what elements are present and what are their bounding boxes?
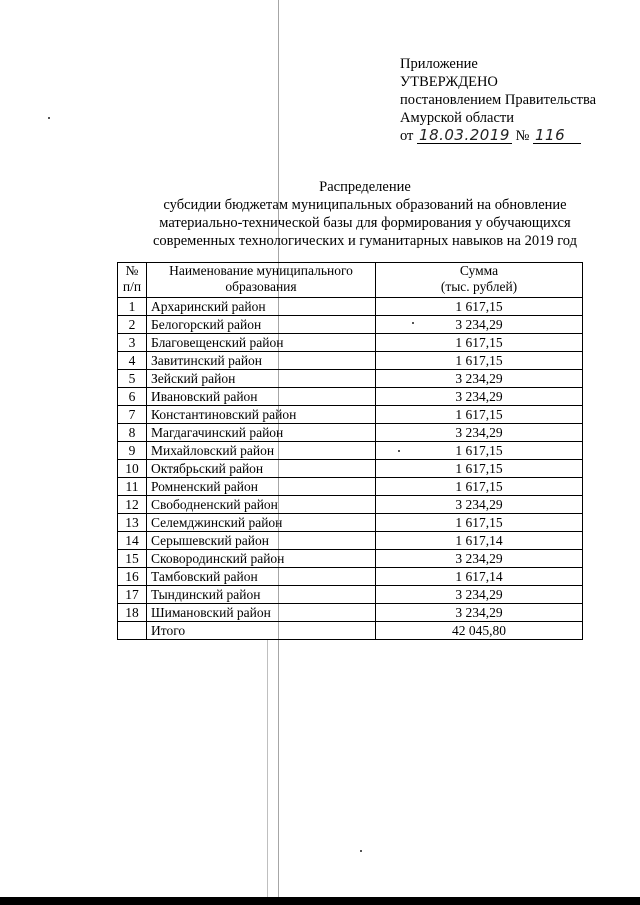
row-num: 10 bbox=[118, 460, 147, 478]
scan-speck bbox=[48, 117, 50, 119]
row-num: 13 bbox=[118, 514, 147, 532]
row-sum: 1 617,15 bbox=[376, 334, 583, 352]
row-sum: 1 617,14 bbox=[376, 532, 583, 550]
table-row bbox=[118, 568, 583, 586]
scan-bottom-edge bbox=[0, 897, 640, 905]
row-sum: 1 617,15 bbox=[376, 442, 583, 460]
row-name: Октябрьский район bbox=[147, 460, 376, 478]
row-name: Благовещенский район bbox=[147, 334, 376, 352]
row-sum: 1 617,15 bbox=[376, 352, 583, 370]
handwritten-date: 18.03.2019 bbox=[419, 126, 510, 144]
row-name: Тамбовский район bbox=[147, 568, 376, 586]
number-sign: № bbox=[515, 128, 530, 144]
row-sum: 1 617,15 bbox=[376, 478, 583, 496]
row-num: 5 bbox=[118, 370, 147, 388]
distribution-table bbox=[117, 262, 583, 640]
row-name: Свободненский район bbox=[147, 496, 376, 514]
table-row bbox=[118, 514, 583, 532]
total-sum: 42 045,80 bbox=[376, 622, 583, 640]
row-num: 8 bbox=[118, 424, 147, 442]
header-sum bbox=[376, 263, 583, 298]
row-num: 9 bbox=[118, 442, 147, 460]
row-name: Магдагачинский район bbox=[147, 424, 376, 442]
row-sum: 3 234,29 bbox=[376, 496, 583, 514]
row-sum: 3 234,29 bbox=[376, 316, 583, 334]
row-num: 6 bbox=[118, 388, 147, 406]
table-row bbox=[118, 388, 583, 406]
from-prefix: от bbox=[400, 128, 414, 144]
row-num: 1 bbox=[118, 298, 147, 316]
row-num: 14 bbox=[118, 532, 147, 550]
scan-artifact-line-lower bbox=[267, 640, 268, 905]
row-num: 16 bbox=[118, 568, 147, 586]
header-num-line2: п/п bbox=[122, 279, 142, 294]
row-name: Завитинский район bbox=[147, 352, 376, 370]
row-num: 18 bbox=[118, 604, 147, 622]
title-line-1: Распределение bbox=[319, 179, 411, 195]
header-name-line1: Наименование муниципального bbox=[169, 263, 353, 278]
table-row bbox=[118, 352, 583, 370]
approval-stamp bbox=[400, 55, 630, 145]
row-sum: 1 617,15 bbox=[376, 460, 583, 478]
row-sum: 3 234,29 bbox=[376, 586, 583, 604]
row-num: 12 bbox=[118, 496, 147, 514]
row-num: 15 bbox=[118, 550, 147, 568]
table-total-row bbox=[118, 622, 583, 640]
row-sum: 3 234,29 bbox=[376, 604, 583, 622]
table-row bbox=[118, 334, 583, 352]
total-num bbox=[118, 622, 147, 640]
row-name: Белогорский район bbox=[147, 316, 376, 334]
row-sum: 1 617,15 bbox=[376, 406, 583, 424]
header-name-line2: образования bbox=[225, 279, 297, 294]
row-name: Сковородинский район bbox=[147, 550, 376, 568]
row-name: Тындинский район bbox=[147, 586, 376, 604]
title-line-4: современных технологических и гуманитарных навыков на 2019 год bbox=[152, 233, 578, 249]
table-row bbox=[118, 406, 583, 424]
table-row bbox=[118, 496, 583, 514]
appendix-label: Приложение bbox=[400, 56, 478, 72]
row-name: Серышевский район bbox=[147, 532, 376, 550]
title-line-3: материально-технической базы для формирования у обучающихся bbox=[159, 215, 571, 231]
total-label: Итого bbox=[147, 622, 376, 640]
table-row bbox=[118, 478, 583, 496]
resolution-label: постановлением Правительства bbox=[400, 92, 597, 108]
row-name: Ивановский район bbox=[147, 388, 376, 406]
table-row bbox=[118, 442, 583, 460]
row-num: 11 bbox=[118, 478, 147, 496]
header-sum-line1: Сумма bbox=[459, 263, 499, 278]
row-num: 4 bbox=[118, 352, 147, 370]
row-sum: 1 617,14 bbox=[376, 568, 583, 586]
row-sum: 3 234,29 bbox=[376, 424, 583, 442]
table-row bbox=[118, 532, 583, 550]
table-row bbox=[118, 604, 583, 622]
row-num: 17 bbox=[118, 586, 147, 604]
table-row bbox=[118, 370, 583, 388]
table-row bbox=[118, 550, 583, 568]
table-row bbox=[118, 316, 583, 334]
row-name: Ромненский район bbox=[147, 478, 376, 496]
table-row bbox=[118, 586, 583, 604]
header-sum-line2: (тыс. рублей) bbox=[440, 279, 518, 294]
row-name: Зейский район bbox=[147, 370, 376, 388]
row-sum: 3 234,29 bbox=[376, 370, 583, 388]
row-sum: 3 234,29 bbox=[376, 388, 583, 406]
region-label: Амурской области bbox=[400, 110, 514, 126]
header-num-line1: № bbox=[125, 263, 139, 278]
table-row bbox=[118, 424, 583, 442]
row-sum: 1 617,15 bbox=[376, 298, 583, 316]
table-row bbox=[118, 460, 583, 478]
row-name: Шимановский район bbox=[147, 604, 376, 622]
document-title bbox=[130, 178, 600, 250]
title-line-2: субсидии бюджетам муниципальных образований на обновление bbox=[163, 197, 567, 213]
row-sum: 1 617,15 bbox=[376, 514, 583, 532]
table-header-row bbox=[118, 263, 583, 298]
row-name: Константиновский район bbox=[147, 406, 376, 424]
scan-speck bbox=[360, 850, 362, 852]
handwritten-number: 116 bbox=[533, 127, 581, 144]
row-name: Архаринский район bbox=[147, 298, 376, 316]
table-row bbox=[118, 298, 583, 316]
header-num bbox=[118, 263, 147, 298]
approved-label: УТВЕРЖДЕНО bbox=[400, 74, 498, 90]
row-num: 3 bbox=[118, 334, 147, 352]
row-num: 7 bbox=[118, 406, 147, 424]
header-name bbox=[147, 263, 376, 298]
row-name: Селемджинский район bbox=[147, 514, 376, 532]
row-sum: 3 234,29 bbox=[376, 550, 583, 568]
row-name: Михайловский район bbox=[147, 442, 376, 460]
row-num: 2 bbox=[118, 316, 147, 334]
date-number-line bbox=[400, 127, 630, 145]
